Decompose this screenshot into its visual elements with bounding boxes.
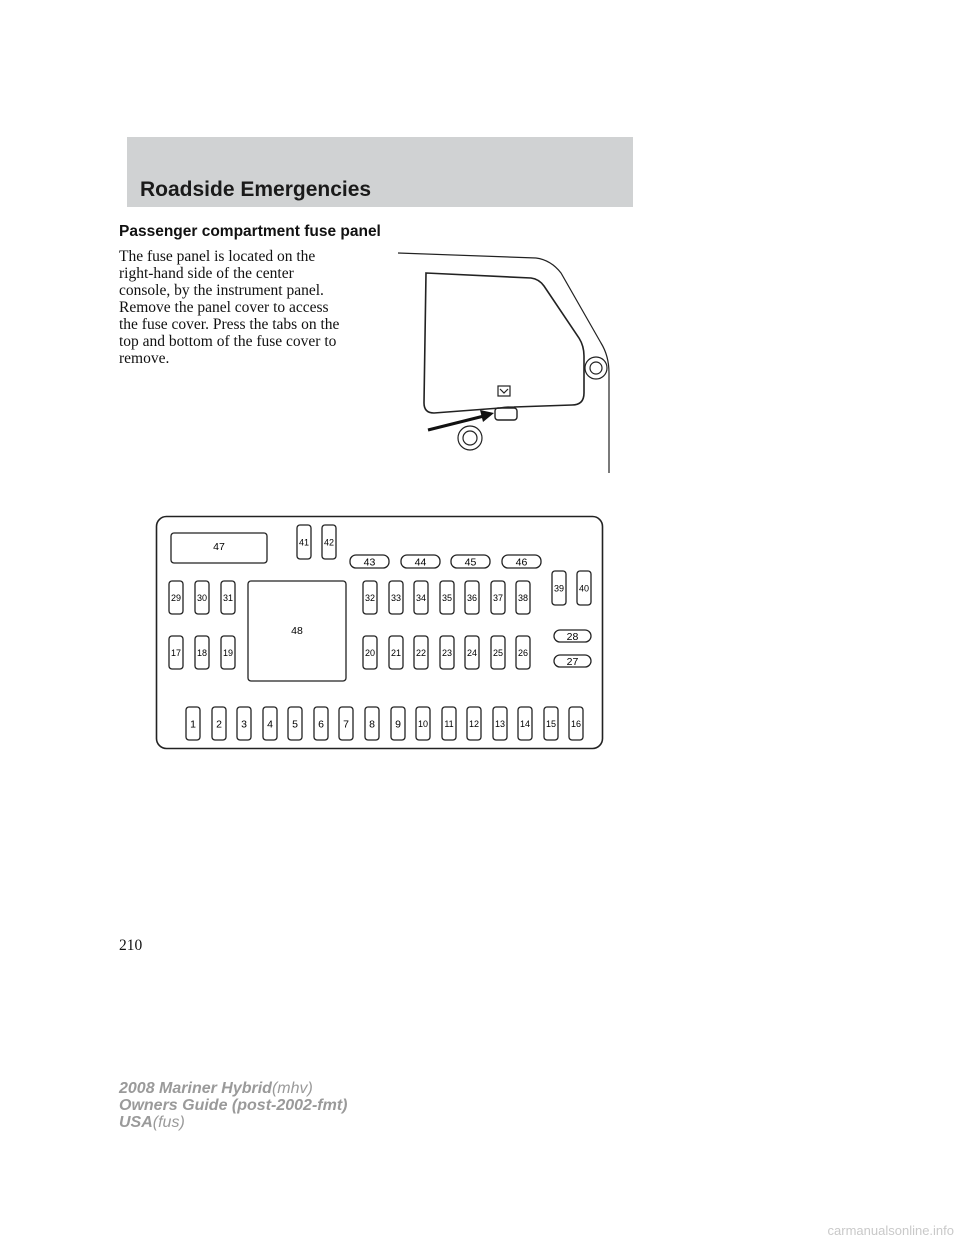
fuse-26 [516,636,530,669]
fuse-17 [169,636,183,669]
fuse-label: 29 [170,592,182,603]
fuse-37 [491,581,505,614]
fuse-31 [221,581,235,614]
body-line: the fuse cover. Press the tabs on the [119,316,340,333]
fuse-label: 30 [196,592,208,603]
fuse-33 [389,581,403,614]
body-paragraph [119,248,391,367]
fuse-43 [350,555,389,568]
fuse-38 [516,581,530,614]
fuse-25 [491,636,505,669]
fuse-label: 37 [492,592,504,603]
fuse-41 [297,525,311,559]
fuse-label: 31 [222,592,234,603]
fuse-label: 24 [466,647,478,658]
chapter-title: Roadside Emergencies [140,178,372,201]
fuse-7 [339,707,353,740]
fuse-4 [263,707,277,740]
footer-guide: Owners Guide (post-2002-fmt) [119,1097,348,1114]
fuse-label: 27 [566,655,579,668]
fuse-label: 25 [492,647,504,658]
fuse-label: 28 [566,630,579,643]
fuse-label: 5 [292,718,298,731]
fuse-20 [363,636,377,669]
body-line: right-hand side of the center [119,265,294,282]
fuse-label: 17 [170,647,182,658]
fuse-16 [569,707,583,740]
fuse-44 [401,555,440,568]
fuse-label: 11 [444,718,454,729]
body-line: Remove the panel cover to access [119,299,329,316]
fuse-42 [322,525,336,559]
fuse-label: 40 [578,583,590,594]
fuse-label: 21 [390,647,402,658]
fuse-label: 34 [415,592,427,603]
fuse-label: 22 [415,647,427,658]
fuse-label: 3 [241,718,247,731]
fuse-label: 10 [417,718,429,729]
fuse-28 [554,630,591,643]
fuse-5 [288,707,302,740]
body-line: The fuse panel is located on the [119,248,316,265]
fuse-24 [465,636,479,669]
fuse-label: 46 [515,556,528,569]
fuse-label: 32 [364,592,376,603]
fuse-11 [442,707,456,740]
body-line: remove. [119,350,170,367]
body-line: top and bottom of the fuse cover to [119,333,337,350]
fuse-label: 8 [369,718,375,731]
fuse-label: 42 [323,537,335,548]
fuse-13 [493,707,507,740]
fuse-label: 19 [222,647,234,658]
fuse-label: 45 [464,556,477,569]
fuse-21 [389,636,403,669]
fuse-40 [577,571,591,605]
fuse-35 [440,581,454,614]
fuse-30 [195,581,209,614]
fuse-6 [314,707,328,740]
fuse-label: 13 [494,718,506,729]
fuse-36 [465,581,479,614]
fuse-48 [248,581,346,681]
fuse-label: 1 [190,718,196,731]
fuse-1 [186,707,200,740]
fuse-label: 9 [395,718,401,731]
fuse-label: 6 [318,718,324,731]
fuse-label: 35 [441,592,453,603]
fuse-12 [467,707,481,740]
fuse-label: 18 [196,647,208,658]
fuse-9 [391,707,405,740]
fuse-22 [414,636,428,669]
fuse-label: 7 [343,718,349,731]
fuse-47 [171,533,267,563]
fuse-label: 15 [545,718,557,729]
fuse-label: 33 [390,592,402,603]
fuse-label: 12 [468,718,480,729]
fuse-panel-diagram [155,515,605,751]
fuse-27 [554,655,591,668]
footer-market: USA [119,1114,153,1131]
fuse-14 [518,707,532,740]
fuse-18 [195,636,209,669]
panel-cover-illustration [396,248,616,478]
fuse-45 [451,555,490,568]
body-line: console, by the instrument panel. [119,282,324,299]
footer-model: 2008 Mariner Hybrid [119,1080,272,1097]
fuse-label: 39 [553,583,565,594]
fuse-2 [212,707,226,740]
fuse-label: 20 [364,647,376,658]
section-title: Passenger compartment fuse panel [119,223,381,240]
page-number: 210 [119,937,143,954]
footer [119,1080,347,1131]
fuse-10 [416,707,430,740]
fuse-label: 43 [363,556,376,569]
footer-market-code: (fus) [152,1114,185,1131]
fuse-label: 4 [267,718,273,731]
fuse-label: 47 [213,540,225,553]
fuse-15 [544,707,558,740]
watermark: carmanualsonline.info [827,1223,954,1238]
fuse-label: 38 [517,592,529,603]
fuse-8 [365,707,379,740]
fuse-23 [440,636,454,669]
fuse-32 [363,581,377,614]
fuse-label: 48 [291,624,303,637]
fuse-29 [169,581,183,614]
fuse-34 [414,581,428,614]
fuse-19 [221,636,235,669]
fuse-label: 2 [216,718,222,731]
fuse-3 [237,707,251,740]
fuse-label: 26 [517,647,529,658]
fuse-label: 23 [441,647,453,658]
footer-model-code: (mhv) [271,1080,313,1097]
fuse-label: 36 [466,592,478,603]
fuse-39 [552,571,566,605]
fuse-label: 14 [519,718,531,729]
fuse-label: 16 [570,718,582,729]
fuse-46 [502,555,541,568]
fuse-label: 44 [414,556,427,569]
fuse-label: 41 [298,537,310,548]
